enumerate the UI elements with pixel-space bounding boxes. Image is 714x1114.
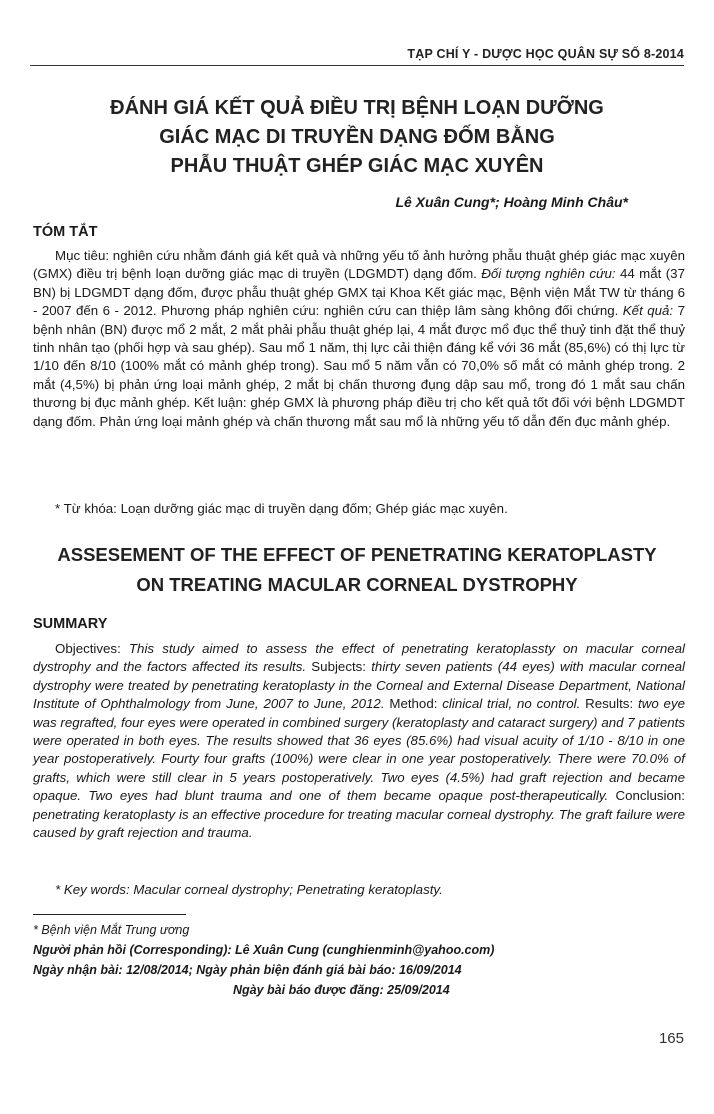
- vietnamese-title-line-1: ĐÁNH GIÁ KẾT QUẢ ĐIỀU TRỊ BỆNH LOẠN DƯỠNG: [110, 97, 604, 119]
- english-summary-heading: SUMMARY: [33, 616, 108, 632]
- summary-method-label: Method:: [384, 696, 443, 712]
- english-title: [30, 540, 684, 600]
- summary-subjects-label: Subjects:: [306, 659, 372, 675]
- footnote-published: Ngày bài báo được đăng: 25/09/2014: [233, 983, 450, 997]
- vietnamese-abstract-heading: TÓM TẮT: [33, 224, 98, 240]
- summary-results: two eye was regrafted, four eyes were operated in combined surgery (keratoplasty and cataract surgery) and 7 patients were operated in both eyes. The results showed that 36 eyes (85.6%) had visual acuity of 1/10 - 8/10 in one year postoperatively. Fourty four grafts (100%) were clear in one year postoperatively. There were 70.0% of grafts, which were still clear in 5 years postoperatively. Two eyes (4.5%) had graft rejection and became opaque. Two eyes had blunt trauma and one of them became opaque post-therapeutically.: [33, 696, 685, 804]
- vn-abstract-results-label: Kết quả:: [618, 303, 674, 319]
- footnotes: [33, 920, 494, 1000]
- summary-results-label: Results:: [580, 696, 639, 712]
- footnote-dates: Ngày nhận bài: 12/08/2014; Ngày phản biện đánh giá bài báo: 16/09/2014: [33, 963, 462, 977]
- summary-subjects: thirty seven patients (44 eyes) with macular corneal dystrophy were treated by penetrating keratoplasty in the Corneal and External Disease Department, National Institute of Ophthalmology from June, 2007 to June, 2012.: [33, 659, 685, 712]
- summary-method: clinical trial, no control.: [442, 696, 581, 712]
- vietnamese-title-line-3: PHẪU THUẬT GHÉP GIÁC MẠC XUYÊN: [170, 155, 544, 177]
- english-title-line-1: ASSESEMENT OF THE EFFECT OF PENETRATING KERATOPLASTY: [57, 544, 657, 565]
- vn-abstract-objectives: Mục tiêu: nghiên cứu nhằm đánh giá kết quả và những yếu tố ảnh hưởng phẫu thuật ghép giác mạc xuyên (GMX) điều trị bệnh loạn dưỡng giác mạc di truyền (LDGMDT) dạng đốm.: [33, 248, 685, 282]
- journal-header: TẠP CHÍ Y - DƯỢC HỌC QUÂN SỰ SỐ 8-2014: [407, 47, 684, 61]
- page-number: 165: [658, 1030, 684, 1047]
- summary-conclusion-label: Conclusion:: [608, 788, 685, 804]
- summary-conclusion: penetrating keratoplasty is an effective procedure for treating macular corneal dystrophy. The graft failure were caused by graft rejection and trauma.: [33, 806, 685, 841]
- summary-objectives-label: Objectives:: [55, 641, 129, 656]
- footnote-corresponding: Người phản hồi (Corresponding): Lê Xuân Cung (cunghienminh@yahoo.com): [33, 943, 495, 957]
- english-summary-body: [33, 640, 685, 842]
- vn-abstract-results: 7 bệnh nhân (BN) được mổ 2 mắt, 2 mắt phải phẫu thuật ghép lại, 4 mắt được mổ đục thể thuỷ tinh đặt thể thuỷ tinh nhân tạo (phối hợp và sau ghép). Sau mổ 1 năm, thị lực cải thiện đáng kể với 36 mắt (85,6%) có thị lực từ 1/10 đến 8/10 (100% mắt có mảnh ghép trong). Sau mổ 5 năm vẫn có 70,0% số mắt có mảnh ghép trong. 2 mắt (4,5%) bị phản ứng loại mảnh ghép, 2 mắt bị chấn thương đụng dập sau mổ, trong đó 1 mắt sau chấn thương bị đục mảnh ghép. Kết luận: ghép GMX là phương pháp điều trị cho kết quả tốt đối với bệnh LDGMDT dạng đốm. Phản ứng loại mảnh ghép và chấn thương mắt sau mổ là những yếu tố dẫn đến đục mảnh ghép.: [33, 303, 685, 429]
- footnote-divider: [33, 914, 186, 915]
- footnote-affiliation: * Bệnh viện Mắt Trung ương: [33, 923, 190, 937]
- authors: Lê Xuân Cung*; Hoàng Minh Châu*: [395, 194, 628, 210]
- vn-abstract-subjects: 44 mắt (37 BN) bị LDGMDT dạng đốm, được phẫu thuật ghép GMX tại Khoa Kết giác mạc, Bệnh viện Mắt TW từ tháng 6 - 2007 đến 6 - 2012. Phương pháp nghiên cứu: nghiên cứu can thiệp lâm sàng không đối chứng.: [33, 266, 685, 319]
- vietnamese-keywords: * Từ khóa: Loạn dưỡng giác mạc di truyền dạng đốm; Ghép giác mạc xuyên.: [55, 501, 508, 516]
- english-title-line-2: ON TREATING MACULAR CORNEAL DYSTROPHY: [136, 574, 578, 595]
- vietnamese-title: [40, 94, 674, 181]
- english-keywords: * Key words: Macular corneal dystrophy; Penetrating keratoplasty.: [55, 882, 443, 897]
- vn-abstract-subjects-label: Đối tượng nghiên cứu:: [481, 266, 616, 282]
- header-divider: [30, 65, 684, 66]
- vietnamese-title-line-2: GIÁC MẠC DI TRUYỀN DẠNG ĐỐM BẰNG: [159, 126, 555, 148]
- summary-objectives: This study aimed to assess the effect of penetrating keratoplassty on macular corneal dystrophy and the factors affected its results.: [33, 641, 685, 675]
- vietnamese-abstract-body: [33, 247, 685, 431]
